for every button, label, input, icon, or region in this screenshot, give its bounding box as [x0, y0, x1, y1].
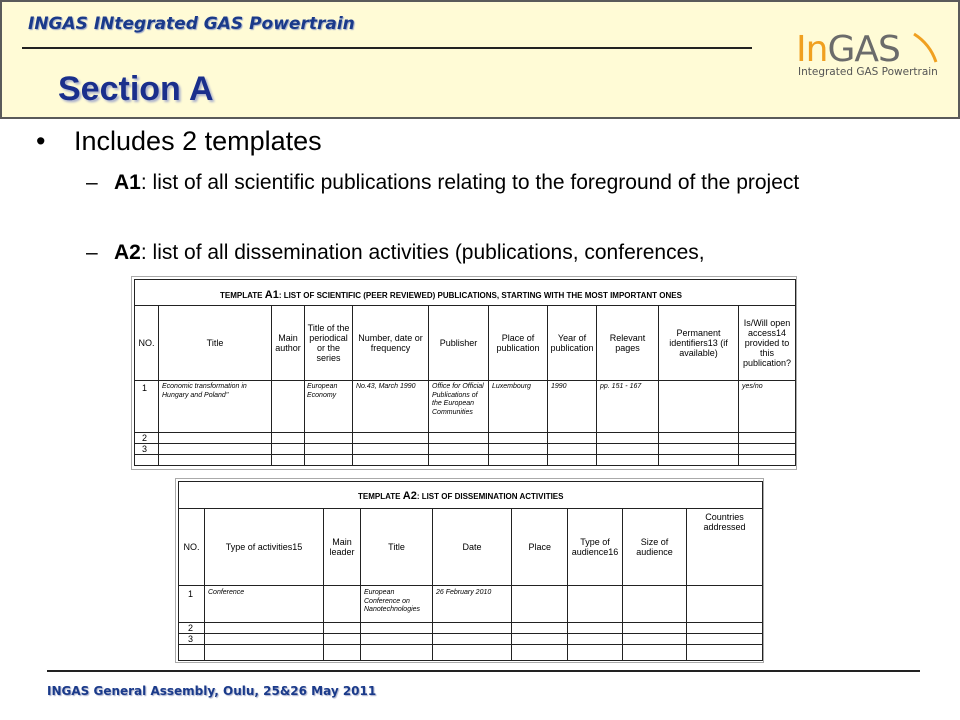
header-title: INGAS INtegrated GAS Powertrain — [28, 14, 355, 34]
a2-row3-no: 3 — [188, 634, 194, 644]
sub-bullet-a2-text: : list of all dissemination activities (publications, conferences, — [140, 241, 705, 264]
a1-row1-place: Luxembourg — [492, 383, 531, 390]
a1-row1-title: Economic transformation in Hungary and Poland" — [162, 383, 247, 399]
sub-bullet-a1-label: A1 — [114, 171, 141, 194]
a1-header-no: NO. — [138, 338, 155, 348]
template-a1-caption: TEMPLATE A1: LIST OF SCIENTIFIC (PEER REVIEWED) PUBLICATIONS, STARTING WITH THE MOST IMPORTANT ONES — [220, 289, 682, 301]
logo-gas-text: GAS — [827, 29, 900, 70]
sub-bullet-a1-text: : list of all scientific publications relating to the foreground of the project — [140, 171, 800, 194]
footer-divider — [47, 670, 920, 672]
a1-row2-no: 2 — [142, 433, 148, 443]
a1-header-year: Year of publication — [550, 333, 594, 353]
a1-row1-open-access: yes/no — [742, 383, 763, 390]
sub-bullet-a2-label: A2 — [114, 241, 141, 264]
template-a2-table — [175, 478, 764, 663]
dash-icon: – — [86, 171, 98, 194]
footer-text: INGAS General Assembly, Oulu, 25&26 May 2011 — [47, 684, 377, 698]
a1-row1-no: 1 — [142, 383, 148, 393]
ingas-logo — [796, 29, 946, 82]
a1-header-publisher: Publisher — [439, 338, 478, 348]
a2-header-countries: Countries addressed — [703, 512, 746, 532]
bullet-dot-icon: • — [36, 126, 46, 156]
a1-row1-periodical: European Economy — [307, 383, 338, 399]
a2-header-type-activities: Type of activities15 — [225, 542, 303, 552]
a1-row1-number: No.43, March 1990 — [356, 383, 416, 390]
dash-icon: – — [86, 241, 98, 264]
a2-header-type-audience: Type of audience16 — [571, 537, 619, 557]
a1-header-identifiers: Permanent identifiers13 (if available) — [669, 328, 728, 358]
logo-in-text: In — [796, 29, 828, 70]
a2-header-place: Place — [528, 542, 551, 552]
a2-row2-no: 2 — [188, 623, 194, 633]
a1-header-main-author: Main author — [275, 333, 301, 353]
template-a1-table — [131, 276, 797, 470]
slide-title: Section A — [58, 70, 214, 108]
logo-subtitle: Integrated GAS Powertrain — [798, 66, 938, 78]
a2-header-main-leader: Main leader — [329, 537, 355, 557]
a2-header-title: Title — [388, 542, 405, 552]
a1-header-pages: Relevant pages — [609, 333, 646, 353]
a1-header-periodical: Title of the periodical or the series — [307, 323, 350, 363]
a1-row3-no: 3 — [142, 444, 148, 454]
a2-row1-date: 26 February 2010 — [436, 589, 492, 596]
a2-header-no: NO. — [183, 542, 200, 552]
a2-header-size-audience: Size of audience — [636, 537, 673, 557]
a1-header-open-access: Is/Will open access14 provided to this publication? — [742, 318, 792, 368]
header-divider — [22, 47, 752, 49]
a1-header-title: Title — [206, 338, 224, 348]
a2-row1-no: 1 — [188, 589, 194, 599]
a1-header-number: Number, date or frequency — [358, 333, 423, 353]
bullet-item — [36, 126, 322, 157]
a1-row1-year: 1990 — [551, 383, 567, 390]
sub-bullet-a1 — [86, 170, 916, 196]
a1-row1-publisher: Office for Official Publications of the European Communities — [432, 383, 484, 416]
a2-row1-title: European Conference on Nanotechnologies — [364, 589, 421, 613]
sub-bullet-a2 — [86, 240, 916, 266]
a1-header-place: Place of publication — [496, 333, 540, 353]
a2-header-date: Date — [462, 542, 482, 552]
a2-row1-type: Conference — [208, 589, 245, 596]
a1-row1-pages: pp. 151 - 167 — [600, 383, 642, 390]
template-a2-caption: TEMPLATE A2: LIST OF DISSEMINATION ACTIVITIES — [358, 490, 564, 502]
bullet-text: Includes 2 templates — [74, 126, 322, 156]
